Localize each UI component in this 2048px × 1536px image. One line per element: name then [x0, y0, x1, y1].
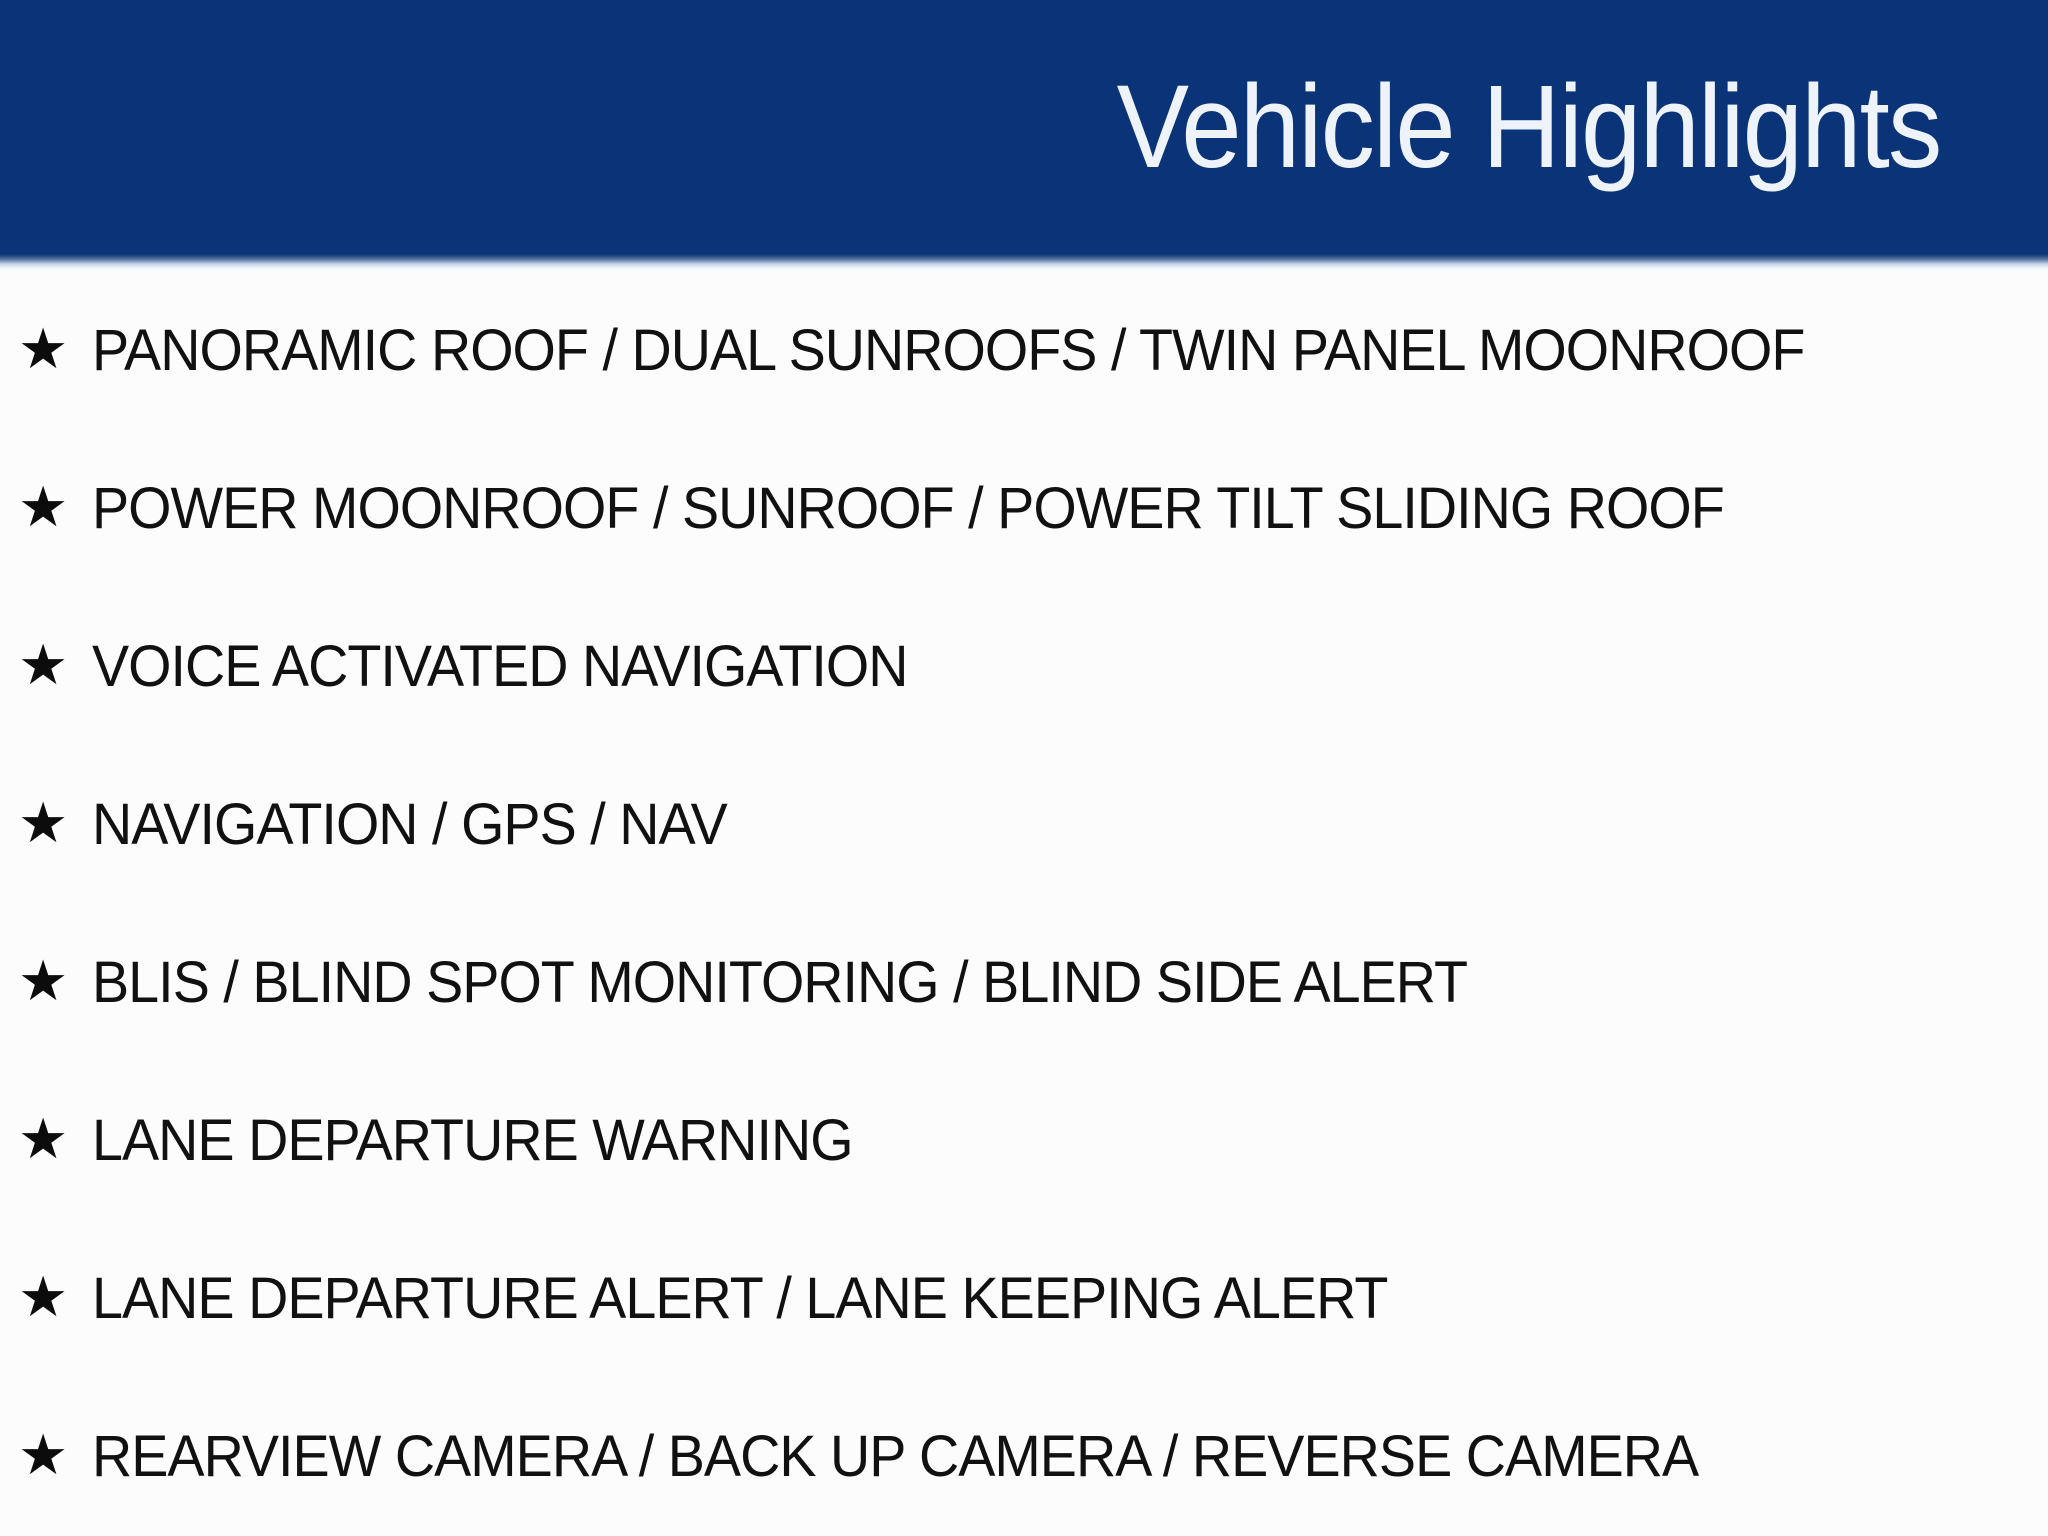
list-item-label: PANORAMIC ROOF / DUAL SUNROOFS / TWIN PANEL MOONROOF — [92, 318, 1805, 384]
list-item-label: BLIS / BLIND SPOT MONITORING / BLIND SIDE ALERT — [92, 950, 1468, 1016]
star-icon: ★ — [18, 1107, 69, 1170]
header-fade-divider — [0, 254, 2048, 272]
star-icon: ★ — [18, 475, 69, 538]
star-icon: ★ — [18, 791, 69, 854]
list-item-label: REARVIEW CAMERA / BACK UP CAMERA / REVERSE CAMERA — [92, 1424, 1699, 1490]
list-item-label: VOICE ACTIVATED NAVIGATION — [92, 634, 908, 700]
list-item — [0, 904, 2048, 1062]
star-icon: ★ — [18, 949, 69, 1012]
list-item — [0, 1220, 2048, 1378]
list-item — [0, 1062, 2048, 1220]
star-icon: ★ — [18, 317, 69, 380]
page-title: Vehicle Highlights — [1116, 61, 1940, 193]
list-item — [0, 272, 2048, 430]
star-icon: ★ — [18, 1265, 69, 1328]
list-item-label: LANE DEPARTURE ALERT / LANE KEEPING ALERT — [92, 1266, 1388, 1332]
list-item-label: NAVIGATION / GPS / NAV — [92, 792, 727, 858]
list-item-label: LANE DEPARTURE WARNING — [92, 1108, 853, 1174]
star-icon: ★ — [18, 633, 69, 696]
list-item — [0, 588, 2048, 746]
list-item — [0, 430, 2048, 588]
highlights-list — [0, 272, 2048, 1536]
star-icon: ★ — [18, 1423, 69, 1486]
list-item — [0, 1378, 2048, 1536]
list-item — [0, 746, 2048, 904]
header-banner — [0, 0, 2048, 254]
list-item-label: POWER MOONROOF / SUNROOF / POWER TILT SLIDING ROOF — [92, 476, 1724, 542]
